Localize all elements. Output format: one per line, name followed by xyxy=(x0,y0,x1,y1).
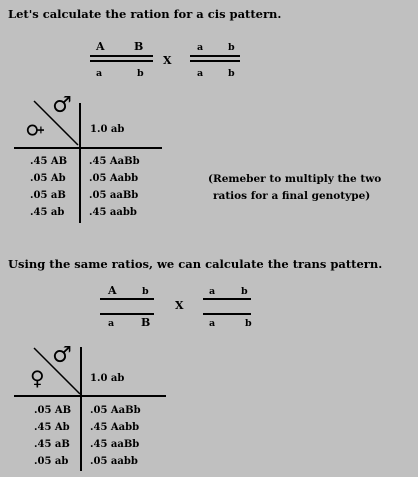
cis-left-top-allele-2: B xyxy=(134,40,144,53)
trans-table-vertical-rule xyxy=(80,347,82,471)
trans-left-top-allele-2: b xyxy=(142,286,149,297)
cis-left-top-allele-1: A xyxy=(96,40,105,53)
cis-left-chromosome-line-1 xyxy=(90,55,153,57)
cis-row-1-result: .45 AaBb xyxy=(89,156,140,167)
cis-left-bottom-allele-1: a xyxy=(96,68,103,79)
note-line-2: ratios for a final genotype) xyxy=(213,190,371,202)
trans-left-chromosome-line-1 xyxy=(100,298,154,300)
trans-female-symbol: ♀ xyxy=(30,366,45,390)
trans-cross-times: X xyxy=(175,299,184,312)
cis-row-3-result: .05 aaBb xyxy=(89,190,139,201)
cis-left-chromosome-line-2 xyxy=(90,60,153,62)
cis-row-4-female: .45 ab xyxy=(30,207,65,218)
cis-right-chromosome-line-2 xyxy=(190,60,240,62)
cis-left-bottom-allele-2: b xyxy=(137,68,144,79)
trans-male-symbol: ♂ xyxy=(52,342,72,368)
trans-left-bottom-allele-2: B xyxy=(141,316,151,329)
trans-row-2-female: .45 Ab xyxy=(34,422,70,433)
cis-female-symbol: ♀ xyxy=(22,122,47,138)
trans-heading: Using the same ratios, we can calculate the trans pattern. xyxy=(8,257,383,271)
trans-right-chromosome-line-1 xyxy=(203,298,251,300)
trans-row-4-female: .05 ab xyxy=(34,456,69,467)
note-line-1: (Remeber to multiply the two xyxy=(208,173,382,185)
cis-row-4-result: .45 aabb xyxy=(89,207,137,218)
cis-table-horizontal-rule xyxy=(14,147,162,149)
trans-row-2-result: .45 Aabb xyxy=(90,422,140,433)
cis-row-3-female: .05 aB xyxy=(30,190,66,201)
trans-row-3-female: .45 aB xyxy=(34,439,70,450)
cis-right-chromosome-line-1 xyxy=(190,55,240,57)
cis-right-bottom-allele-1: a xyxy=(197,68,204,79)
cis-right-top-allele-2: b xyxy=(228,42,235,53)
trans-row-1-result: .05 AaBb xyxy=(90,405,141,416)
trans-row-4-result: .05 aabb xyxy=(90,456,138,467)
cis-right-top-allele-1: a xyxy=(197,42,204,53)
trans-left-top-allele-1: A xyxy=(108,284,117,297)
trans-right-top-allele-1: a xyxy=(209,286,216,297)
trans-right-bottom-allele-2: b xyxy=(245,318,252,329)
cis-row-1-female: .45 AB xyxy=(30,156,68,167)
cis-cross-times: X xyxy=(163,54,172,67)
trans-table-horizontal-rule xyxy=(14,395,166,397)
trans-right-top-allele-2: b xyxy=(241,286,248,297)
trans-left-chromosome-line-2 xyxy=(100,313,154,315)
cis-male-gamete: 1.0 ab xyxy=(90,124,125,135)
cis-row-2-female: .05 Ab xyxy=(30,173,66,184)
cis-heading: Let's calculate the ration for a cis pattern. xyxy=(8,7,282,21)
cis-right-bottom-allele-2: b xyxy=(228,68,235,79)
trans-left-bottom-allele-1: a xyxy=(108,318,115,329)
trans-right-chromosome-line-2 xyxy=(203,313,251,315)
cis-male-symbol: ♂ xyxy=(52,92,72,118)
trans-row-3-result: .45 aaBb xyxy=(90,439,140,450)
trans-male-gamete: 1.0 ab xyxy=(90,373,125,384)
trans-row-1-female: .05 AB xyxy=(34,405,72,416)
cis-table-vertical-rule xyxy=(79,103,81,223)
cis-row-2-result: .05 Aabb xyxy=(89,173,139,184)
trans-right-bottom-allele-1: a xyxy=(209,318,216,329)
